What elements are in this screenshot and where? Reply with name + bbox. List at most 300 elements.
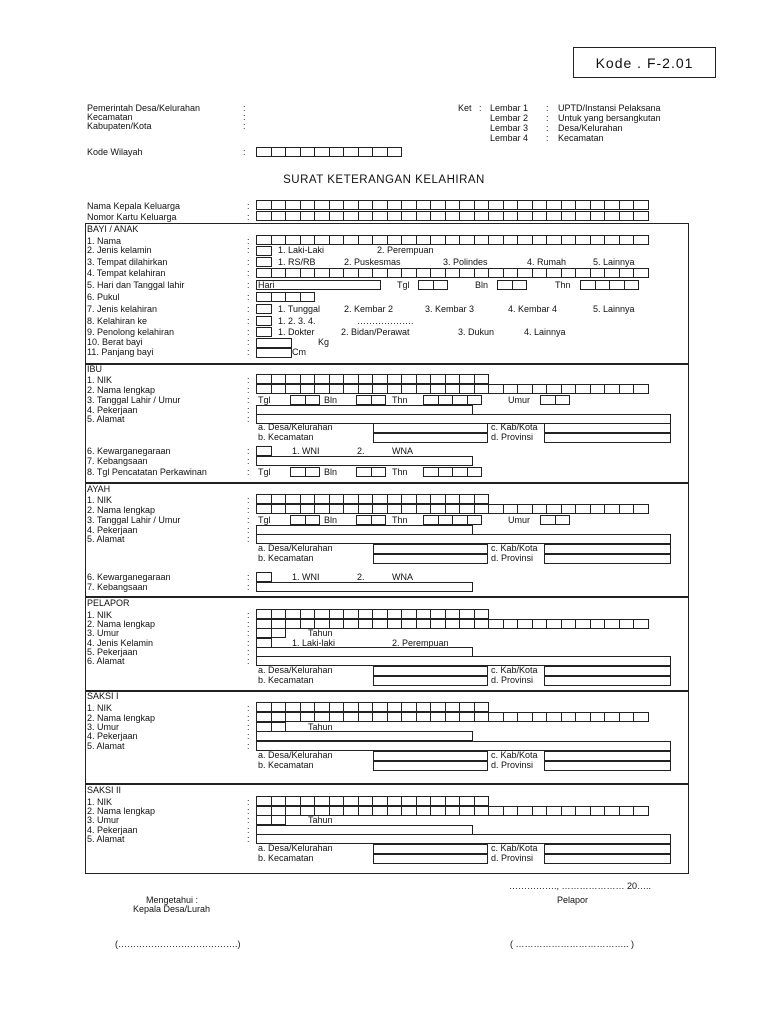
- char-box[interactable]: [256, 316, 272, 326]
- char-box[interactable]: [300, 609, 316, 619]
- char-box[interactable]: [488, 384, 504, 394]
- char-box[interactable]: [459, 504, 475, 514]
- char-box[interactable]: [512, 280, 528, 290]
- char-box[interactable]: [532, 384, 548, 394]
- char-box[interactable]: [285, 384, 301, 394]
- char-box[interactable]: [401, 384, 417, 394]
- char-box[interactable]: [575, 504, 591, 514]
- char-box[interactable]: [343, 796, 359, 806]
- char-box[interactable]: [387, 504, 403, 514]
- char-box[interactable]: [517, 504, 533, 514]
- char-box[interactable]: [517, 211, 533, 221]
- char-box[interactable]: [517, 268, 533, 278]
- char-box[interactable]: [256, 211, 272, 221]
- ayah-nama-boxes[interactable]: [256, 504, 648, 514]
- char-box[interactable]: [474, 384, 490, 394]
- char-box[interactable]: [416, 504, 432, 514]
- char-box[interactable]: [372, 712, 388, 722]
- char-box[interactable]: [372, 806, 388, 816]
- tgl-boxes[interactable]: [418, 280, 447, 290]
- char-box[interactable]: [546, 806, 562, 816]
- saksi2-nik-boxes[interactable]: [256, 796, 488, 806]
- char-box[interactable]: [517, 384, 533, 394]
- char-box[interactable]: [474, 494, 490, 504]
- char-box[interactable]: [497, 280, 513, 290]
- char-box[interactable]: [329, 504, 345, 514]
- jenis-kelahiran-box[interactable]: [256, 304, 271, 314]
- char-box[interactable]: [430, 211, 446, 221]
- char-box[interactable]: [343, 384, 359, 394]
- char-box[interactable]: [445, 200, 461, 210]
- char-box[interactable]: [371, 515, 387, 525]
- char-box[interactable]: [595, 280, 611, 290]
- char-box[interactable]: [285, 374, 301, 384]
- char-box[interactable]: [372, 235, 388, 245]
- char-box[interactable]: [271, 292, 287, 302]
- char-box[interactable]: [430, 384, 446, 394]
- char-box[interactable]: [488, 504, 504, 514]
- char-box[interactable]: [387, 702, 403, 712]
- char-box[interactable]: [532, 211, 548, 221]
- char-box[interactable]: [555, 515, 571, 525]
- char-box[interactable]: [285, 268, 301, 278]
- char-box[interactable]: [590, 200, 606, 210]
- char-box[interactable]: [590, 712, 606, 722]
- char-box[interactable]: [329, 712, 345, 722]
- char-box[interactable]: [532, 619, 548, 629]
- char-box[interactable]: [401, 702, 417, 712]
- char-box[interactable]: [532, 235, 548, 245]
- char-box[interactable]: [358, 200, 374, 210]
- char-box[interactable]: [314, 211, 330, 221]
- char-box[interactable]: [256, 304, 272, 314]
- char-box[interactable]: [575, 211, 591, 221]
- char-box[interactable]: [546, 384, 562, 394]
- char-box[interactable]: [467, 515, 483, 525]
- char-box[interactable]: [314, 494, 330, 504]
- char-box[interactable]: [561, 712, 577, 722]
- char-box[interactable]: [633, 504, 649, 514]
- char-box[interactable]: [387, 374, 403, 384]
- char-box[interactable]: [416, 712, 432, 722]
- provinsi-input[interactable]: [544, 676, 671, 686]
- char-box[interactable]: [358, 702, 374, 712]
- char-box[interactable]: [503, 200, 519, 210]
- char-box[interactable]: [358, 374, 374, 384]
- char-box[interactable]: [314, 268, 330, 278]
- char-box[interactable]: [416, 806, 432, 816]
- char-box[interactable]: [445, 712, 461, 722]
- umur-boxes[interactable]: [256, 628, 285, 638]
- char-box[interactable]: [329, 609, 345, 619]
- char-box[interactable]: [343, 609, 359, 619]
- char-box[interactable]: [358, 147, 374, 157]
- char-box[interactable]: [416, 619, 432, 629]
- char-box[interactable]: [358, 609, 374, 619]
- char-box[interactable]: [459, 268, 475, 278]
- char-box[interactable]: [532, 806, 548, 816]
- saksi1-nik-boxes[interactable]: [256, 702, 488, 712]
- char-box[interactable]: [430, 504, 446, 514]
- char-box[interactable]: [329, 384, 345, 394]
- char-box[interactable]: [285, 292, 301, 302]
- char-box[interactable]: [590, 806, 606, 816]
- char-box[interactable]: [418, 280, 434, 290]
- char-box[interactable]: [401, 235, 417, 245]
- char-box[interactable]: [329, 494, 345, 504]
- char-box[interactable]: [503, 384, 519, 394]
- char-box[interactable]: [290, 515, 306, 525]
- char-box[interactable]: [430, 796, 446, 806]
- char-box[interactable]: [619, 235, 635, 245]
- bln-boxes[interactable]: [356, 515, 385, 525]
- char-box[interactable]: [488, 619, 504, 629]
- nama-kepala-keluarga-boxes[interactable]: [256, 200, 648, 210]
- char-box[interactable]: [285, 796, 301, 806]
- char-box[interactable]: [532, 200, 548, 210]
- char-box[interactable]: [401, 374, 417, 384]
- char-box[interactable]: [358, 796, 374, 806]
- char-box[interactable]: [445, 504, 461, 514]
- kab-input[interactable]: [544, 666, 671, 676]
- char-box[interactable]: [619, 200, 635, 210]
- char-box[interactable]: [590, 504, 606, 514]
- char-box[interactable]: [561, 211, 577, 221]
- char-box[interactable]: [561, 384, 577, 394]
- char-box[interactable]: [343, 494, 359, 504]
- char-box[interactable]: [372, 384, 388, 394]
- char-box[interactable]: [300, 494, 316, 504]
- char-box[interactable]: [575, 268, 591, 278]
- char-box[interactable]: [546, 200, 562, 210]
- tgl-boxes[interactable]: [290, 395, 319, 405]
- char-box[interactable]: [546, 268, 562, 278]
- thn-boxes[interactable]: [423, 515, 481, 525]
- char-box[interactable]: [314, 712, 330, 722]
- char-box[interactable]: [314, 702, 330, 712]
- char-box[interactable]: [271, 211, 287, 221]
- char-box[interactable]: [387, 609, 403, 619]
- char-box[interactable]: [387, 268, 403, 278]
- char-box[interactable]: [452, 395, 468, 405]
- char-box[interactable]: [401, 796, 417, 806]
- char-box[interactable]: [575, 200, 591, 210]
- char-box[interactable]: [300, 504, 316, 514]
- char-box[interactable]: [329, 147, 345, 157]
- char-box[interactable]: [430, 374, 446, 384]
- char-box[interactable]: [430, 619, 446, 629]
- char-box[interactable]: [314, 384, 330, 394]
- char-box[interactable]: [285, 712, 301, 722]
- char-box[interactable]: [532, 504, 548, 514]
- nomor-kk-boxes[interactable]: [256, 211, 648, 221]
- char-box[interactable]: [271, 504, 287, 514]
- char-box[interactable]: [401, 806, 417, 816]
- char-box[interactable]: [445, 235, 461, 245]
- char-box[interactable]: [300, 292, 316, 302]
- char-box[interactable]: [474, 712, 490, 722]
- char-box[interactable]: [358, 619, 374, 629]
- char-box[interactable]: [445, 374, 461, 384]
- char-box[interactable]: [561, 200, 577, 210]
- char-box[interactable]: [633, 211, 649, 221]
- char-box[interactable]: [474, 504, 490, 514]
- char-box[interactable]: [358, 494, 374, 504]
- char-box[interactable]: [467, 467, 483, 477]
- char-box[interactable]: [633, 712, 649, 722]
- char-box[interactable]: [343, 147, 359, 157]
- nama-bayi-boxes[interactable]: [256, 235, 648, 245]
- tempat-dilahirkan-box[interactable]: [256, 257, 271, 267]
- desa-input[interactable]: [373, 544, 488, 554]
- char-box[interactable]: [300, 147, 316, 157]
- char-box[interactable]: [474, 200, 490, 210]
- char-box[interactable]: [372, 211, 388, 221]
- char-box[interactable]: [372, 268, 388, 278]
- char-box[interactable]: [416, 200, 432, 210]
- char-box[interactable]: [271, 494, 287, 504]
- char-box[interactable]: [546, 619, 562, 629]
- char-box[interactable]: [430, 268, 446, 278]
- pukul-boxes[interactable]: [256, 292, 314, 302]
- char-box[interactable]: [452, 467, 468, 477]
- char-box[interactable]: [430, 806, 446, 816]
- kelahiran-ke-box[interactable]: [256, 316, 271, 326]
- char-box[interactable]: [314, 235, 330, 245]
- tempat-kelahiran-boxes[interactable]: [256, 268, 648, 278]
- char-box[interactable]: [488, 268, 504, 278]
- char-box[interactable]: [314, 504, 330, 514]
- char-box[interactable]: [416, 374, 432, 384]
- char-box[interactable]: [372, 702, 388, 712]
- char-box[interactable]: [452, 515, 468, 525]
- char-box[interactable]: [371, 467, 387, 477]
- char-box[interactable]: [624, 280, 640, 290]
- char-box[interactable]: [575, 619, 591, 629]
- char-box[interactable]: [575, 806, 591, 816]
- char-box[interactable]: [358, 806, 374, 816]
- char-box[interactable]: [256, 257, 272, 267]
- char-box[interactable]: [372, 504, 388, 514]
- char-box[interactable]: [445, 609, 461, 619]
- char-box[interactable]: [372, 609, 388, 619]
- char-box[interactable]: [271, 200, 287, 210]
- char-box[interactable]: [329, 235, 345, 245]
- char-box[interactable]: [401, 494, 417, 504]
- char-box[interactable]: [474, 268, 490, 278]
- char-box[interactable]: [546, 235, 562, 245]
- char-box[interactable]: [619, 619, 635, 629]
- char-box[interactable]: [633, 200, 649, 210]
- char-box[interactable]: [387, 712, 403, 722]
- kab-input[interactable]: [544, 751, 671, 761]
- char-box[interactable]: [256, 147, 272, 157]
- char-box[interactable]: [590, 211, 606, 221]
- char-box[interactable]: [285, 702, 301, 712]
- char-box[interactable]: [271, 815, 287, 825]
- char-box[interactable]: [271, 374, 287, 384]
- char-box[interactable]: [256, 628, 272, 638]
- char-box[interactable]: [416, 609, 432, 619]
- char-box[interactable]: [474, 702, 490, 712]
- char-box[interactable]: [517, 200, 533, 210]
- panjang-input[interactable]: [256, 348, 292, 358]
- kecamatan-input[interactable]: [373, 761, 488, 771]
- char-box[interactable]: [488, 712, 504, 722]
- char-box[interactable]: [503, 806, 519, 816]
- char-box[interactable]: [343, 200, 359, 210]
- char-box[interactable]: [285, 806, 301, 816]
- char-box[interactable]: [517, 806, 533, 816]
- kecamatan-input[interactable]: [373, 676, 488, 686]
- char-box[interactable]: [256, 327, 272, 337]
- char-box[interactable]: [358, 268, 374, 278]
- provinsi-input[interactable]: [544, 554, 671, 564]
- umur-boxes[interactable]: [256, 815, 285, 825]
- char-box[interactable]: [488, 235, 504, 245]
- tgl-boxes[interactable]: [290, 467, 319, 477]
- char-box[interactable]: [305, 467, 321, 477]
- char-box[interactable]: [401, 211, 417, 221]
- umur-boxes[interactable]: [540, 515, 569, 525]
- char-box[interactable]: [290, 395, 306, 405]
- char-box[interactable]: [343, 504, 359, 514]
- char-box[interactable]: [285, 235, 301, 245]
- char-box[interactable]: [555, 395, 571, 405]
- kab-input[interactable]: [544, 844, 671, 854]
- jenis-kelamin-box[interactable]: [256, 246, 271, 256]
- thn-boxes[interactable]: [423, 395, 481, 405]
- tgl-boxes[interactable]: [290, 515, 319, 525]
- char-box[interactable]: [517, 712, 533, 722]
- char-box[interactable]: [300, 268, 316, 278]
- char-box[interactable]: [387, 619, 403, 629]
- char-box[interactable]: [423, 515, 439, 525]
- saksi1-pekerjaan-input[interactable]: [256, 731, 473, 741]
- char-box[interactable]: [546, 211, 562, 221]
- char-box[interactable]: [619, 211, 635, 221]
- char-box[interactable]: [503, 619, 519, 629]
- kecamatan-input[interactable]: [373, 854, 488, 864]
- char-box[interactable]: [459, 806, 475, 816]
- char-box[interactable]: [416, 796, 432, 806]
- char-box[interactable]: [300, 200, 316, 210]
- char-box[interactable]: [619, 384, 635, 394]
- char-box[interactable]: [387, 211, 403, 221]
- char-box[interactable]: [356, 515, 372, 525]
- char-box[interactable]: [256, 235, 272, 245]
- char-box[interactable]: [285, 504, 301, 514]
- char-box[interactable]: [459, 235, 475, 245]
- char-box[interactable]: [433, 280, 449, 290]
- kebangsaan-input[interactable]: [256, 582, 473, 592]
- char-box[interactable]: [285, 211, 301, 221]
- char-box[interactable]: [300, 712, 316, 722]
- char-box[interactable]: [604, 211, 620, 221]
- char-box[interactable]: [430, 702, 446, 712]
- char-box[interactable]: [329, 268, 345, 278]
- char-box[interactable]: [609, 280, 625, 290]
- char-box[interactable]: [604, 712, 620, 722]
- char-box[interactable]: [329, 796, 345, 806]
- char-box[interactable]: [329, 211, 345, 221]
- desa-input[interactable]: [373, 751, 488, 761]
- char-box[interactable]: [305, 515, 321, 525]
- char-box[interactable]: [503, 712, 519, 722]
- pelapor-nik-boxes[interactable]: [256, 609, 488, 619]
- char-box[interactable]: [371, 395, 387, 405]
- kecamatan-input[interactable]: [373, 433, 488, 443]
- char-box[interactable]: [343, 619, 359, 629]
- char-box[interactable]: [438, 395, 454, 405]
- char-box[interactable]: [430, 609, 446, 619]
- char-box[interactable]: [387, 235, 403, 245]
- char-box[interactable]: [401, 609, 417, 619]
- char-box[interactable]: [314, 609, 330, 619]
- char-box[interactable]: [285, 494, 301, 504]
- char-box[interactable]: [401, 200, 417, 210]
- char-box[interactable]: [314, 374, 330, 384]
- char-box[interactable]: [256, 246, 272, 256]
- char-box[interactable]: [271, 609, 287, 619]
- char-box[interactable]: [358, 504, 374, 514]
- char-box[interactable]: [430, 235, 446, 245]
- char-box[interactable]: [604, 504, 620, 514]
- char-box[interactable]: [285, 609, 301, 619]
- provinsi-input[interactable]: [544, 761, 671, 771]
- char-box[interactable]: [474, 609, 490, 619]
- kab-input[interactable]: [544, 544, 671, 554]
- char-box[interactable]: [285, 147, 301, 157]
- char-box[interactable]: [256, 815, 272, 825]
- char-box[interactable]: [256, 504, 272, 514]
- char-box[interactable]: [546, 504, 562, 514]
- char-box[interactable]: [271, 796, 287, 806]
- char-box[interactable]: [580, 280, 596, 290]
- char-box[interactable]: [285, 619, 301, 629]
- char-box[interactable]: [271, 235, 287, 245]
- char-box[interactable]: [356, 467, 372, 477]
- char-box[interactable]: [459, 702, 475, 712]
- char-box[interactable]: [256, 796, 272, 806]
- char-box[interactable]: [372, 796, 388, 806]
- char-box[interactable]: [401, 619, 417, 629]
- char-box[interactable]: [459, 712, 475, 722]
- ibu-nama-boxes[interactable]: [256, 384, 648, 394]
- ayah-nik-boxes[interactable]: [256, 494, 488, 504]
- char-box[interactable]: [459, 796, 475, 806]
- char-box[interactable]: [329, 200, 345, 210]
- char-box[interactable]: [546, 712, 562, 722]
- char-box[interactable]: [314, 200, 330, 210]
- char-box[interactable]: [633, 268, 649, 278]
- char-box[interactable]: [503, 211, 519, 221]
- char-box[interactable]: [271, 384, 287, 394]
- char-box[interactable]: [401, 268, 417, 278]
- char-box[interactable]: [590, 235, 606, 245]
- char-box[interactable]: [430, 200, 446, 210]
- umur-boxes[interactable]: [540, 395, 569, 405]
- char-box[interactable]: [445, 268, 461, 278]
- char-box[interactable]: [372, 619, 388, 629]
- char-box[interactable]: [271, 147, 287, 157]
- kecamatan-input[interactable]: [373, 554, 488, 564]
- char-box[interactable]: [604, 268, 620, 278]
- char-box[interactable]: [387, 806, 403, 816]
- char-box[interactable]: [401, 504, 417, 514]
- char-box[interactable]: [372, 200, 388, 210]
- penolong-box[interactable]: [256, 327, 271, 337]
